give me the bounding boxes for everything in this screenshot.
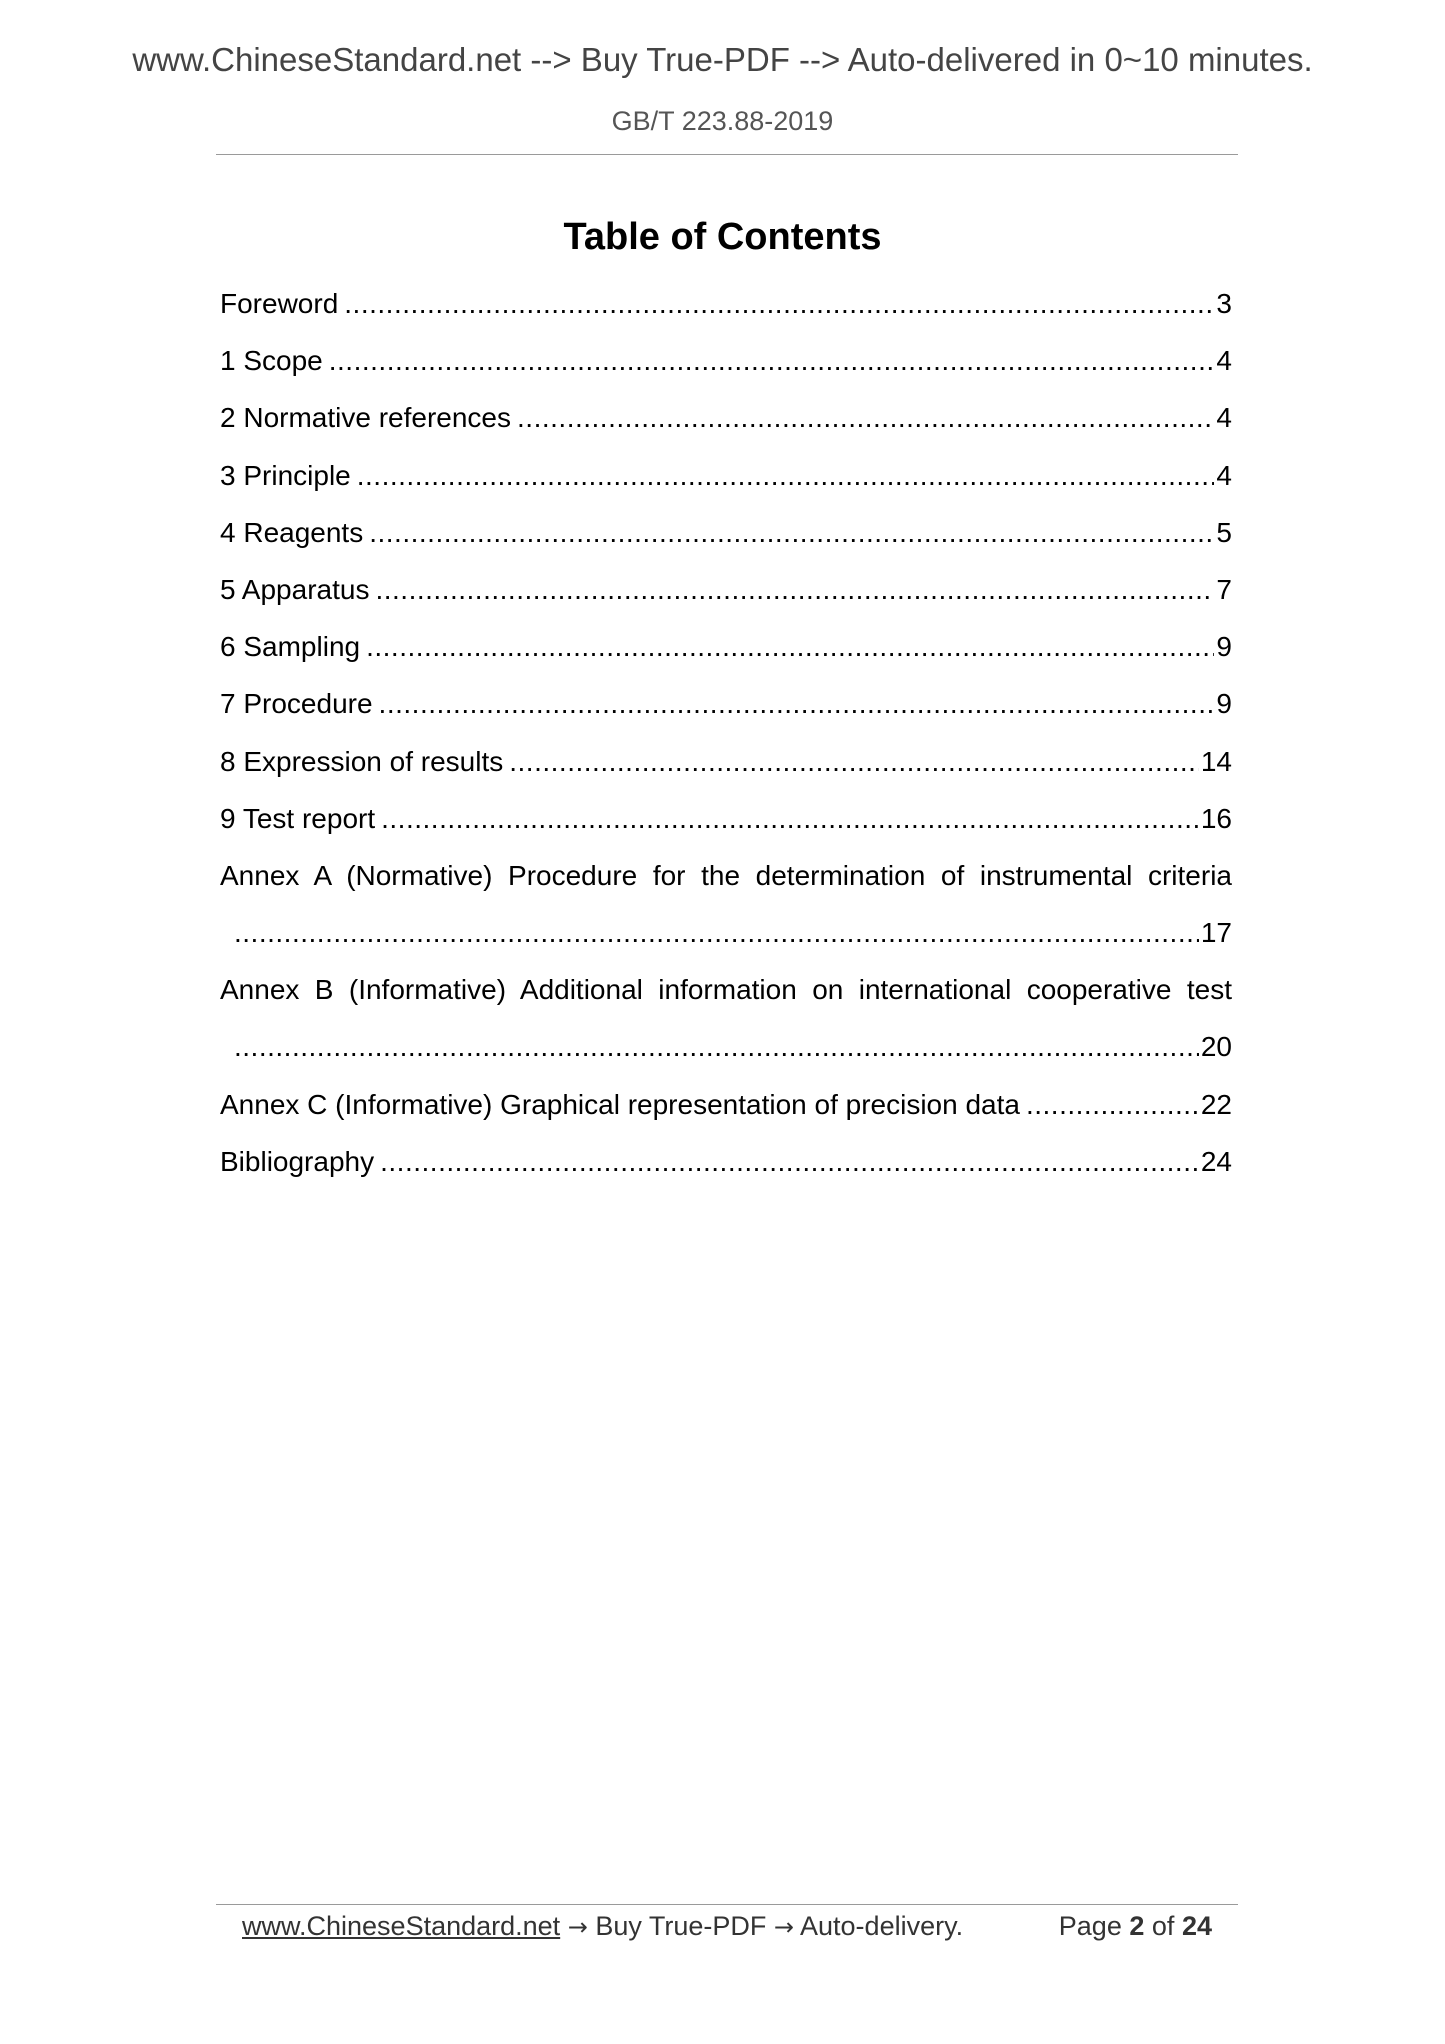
toc-entry-test-report[interactable] <box>220 797 1232 854</box>
total-page-count: 24 <box>1181 1911 1212 1941</box>
dot-leader <box>379 682 1215 726</box>
toc-entry-label: Annex C (Informative) Graphical representation of precision data <box>220 1088 1020 1120</box>
dot-leader <box>375 568 1214 612</box>
toc-entry-label: 2 Normative references <box>220 402 512 434</box>
page-word: Page <box>1058 1911 1122 1941</box>
header-divider <box>216 154 1238 155</box>
toc-entry-principle[interactable] <box>220 454 1232 511</box>
toc-entry-label: 4 Reagents <box>220 516 364 548</box>
toc-entry-continuation <box>220 911 1232 968</box>
footer-buy-text: Buy True-PDF <box>595 1911 767 1941</box>
toc-entry-scope[interactable] <box>220 339 1232 396</box>
page-number-indicator <box>1059 1906 1212 1946</box>
toc-entry-page: 14 <box>1200 745 1232 777</box>
dot-leader <box>380 1140 1199 1184</box>
arrow-right-icon: → <box>773 1913 794 1941</box>
toc-entry-page: 5 <box>1216 516 1232 548</box>
toc-entry-bibliography[interactable] <box>220 1140 1232 1197</box>
of-word: of <box>1151 1911 1175 1941</box>
toc-entry-page: 7 <box>1216 573 1232 605</box>
toc-entry-label: Annex A (Normative) Procedure for the determination of instrumental criteria <box>220 859 1232 891</box>
toc-entry-sampling[interactable] <box>220 625 1232 682</box>
toc-entry-label: Foreword <box>220 288 339 319</box>
toc-title: Table of Contents <box>563 216 882 258</box>
footer-divider <box>216 1904 1238 1905</box>
top-banner: www.ChineseStandard.net --> Buy True-PDF --> Auto-delivered in 0~10 minutes. <box>132 41 1313 78</box>
toc-entry-label: 1 Scope <box>220 345 323 377</box>
toc-entry-expression-of-results[interactable] <box>220 740 1232 797</box>
toc-entry-continuation <box>220 1025 1232 1082</box>
toc-entry-annex-c[interactable] <box>220 1083 1232 1140</box>
toc-entry-page: 16 <box>1200 802 1232 834</box>
toc-entry-page: 9 <box>1216 631 1232 663</box>
toc-entry-annex-b[interactable] <box>220 968 1232 1082</box>
footer-website-link[interactable]: www.ChineseStandard.net <box>242 1911 561 1941</box>
dot-leader <box>381 797 1199 841</box>
toc-entry-page: 20 <box>1200 1031 1232 1063</box>
toc-entry-label: 8 Expression of results <box>220 745 504 777</box>
dot-leader <box>357 454 1215 498</box>
dot-leader <box>517 396 1214 440</box>
toc-entry-foreword[interactable] <box>220 282 1232 339</box>
toc-entry-page: 3 <box>1216 288 1232 319</box>
toc-entry-normative-references[interactable] <box>220 396 1232 453</box>
toc-entry-label: Bibliography <box>220 1145 375 1177</box>
toc-entry-page: 24 <box>1200 1145 1232 1177</box>
toc-entry-label: Annex B (Informative) Additional information on international cooperative test <box>220 974 1232 1006</box>
dot-leader <box>366 625 1214 669</box>
current-page-number: 2 <box>1129 1911 1145 1941</box>
toc-entry-page: 22 <box>1200 1088 1232 1120</box>
dot-leader <box>369 511 1214 555</box>
toc-entry-label: 3 Principle <box>220 459 351 491</box>
dot-leader <box>1026 1083 1199 1127</box>
dot-leader <box>329 339 1215 383</box>
toc-entry-apparatus[interactable] <box>220 568 1232 625</box>
toc-entry-reagents[interactable] <box>220 511 1232 568</box>
toc-entry-page: 17 <box>1200 917 1232 949</box>
dot-leader <box>509 740 1199 784</box>
toc-entry-page: 4 <box>1216 402 1232 434</box>
dot-leader <box>234 1025 1199 1069</box>
toc-entry-page: 4 <box>1216 459 1232 491</box>
toc-entry-label: 7 Procedure <box>220 688 373 720</box>
toc-entry-procedure[interactable] <box>220 682 1232 739</box>
toc-entry-label: 9 Test report <box>220 802 376 834</box>
toc-entry-page: 9 <box>1216 688 1232 720</box>
footer-delivery-text: Auto-delivery. <box>800 1911 964 1941</box>
document-code: GB/T 223.88-2019 <box>611 106 834 136</box>
dot-leader <box>344 282 1214 326</box>
toc-entry-annex-a[interactable] <box>220 854 1232 968</box>
toc-entry-page: 4 <box>1216 345 1232 377</box>
toc-entry-label: 5 Apparatus <box>220 573 370 605</box>
dot-leader <box>234 911 1199 955</box>
table-of-contents <box>220 282 1232 1197</box>
toc-entry-label: 6 Sampling <box>220 631 361 663</box>
page-footer <box>242 1906 1212 1947</box>
arrow-right-icon: → <box>567 1913 588 1941</box>
